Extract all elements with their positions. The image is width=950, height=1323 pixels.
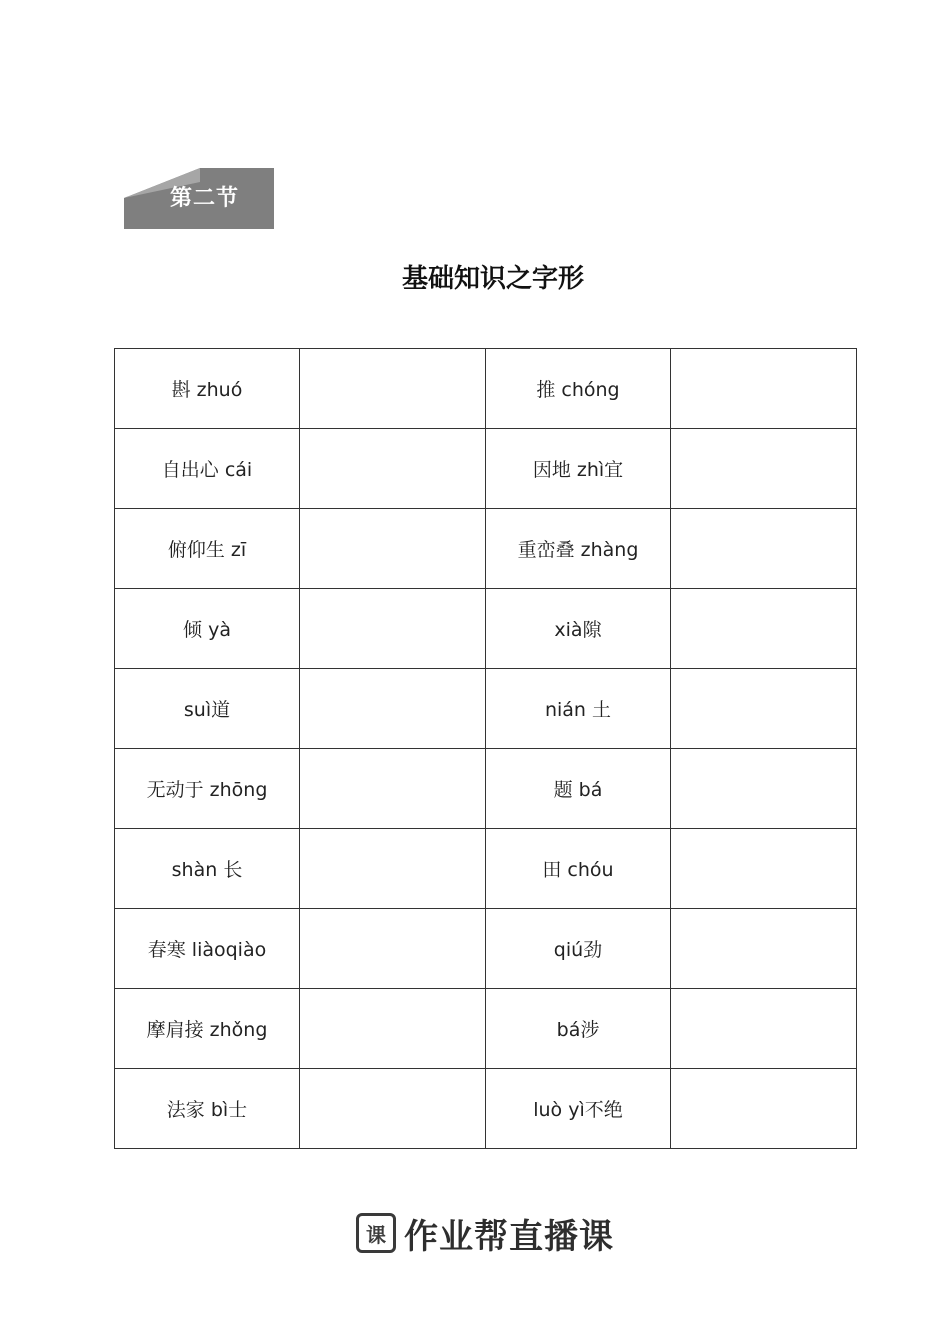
prompt-cell: 法家 bì士 bbox=[115, 1069, 300, 1149]
answer-cell[interactable] bbox=[300, 909, 486, 989]
table-row bbox=[115, 829, 857, 909]
answer-cell[interactable] bbox=[300, 429, 486, 509]
section-badge bbox=[124, 168, 274, 229]
answer-cell[interactable] bbox=[671, 989, 857, 1069]
answer-cell[interactable] bbox=[300, 829, 486, 909]
prompt-cell: 摩肩接 zhǒng bbox=[115, 989, 300, 1069]
prompt-cell: 春寒 liàoqiào bbox=[115, 909, 300, 989]
table-row bbox=[115, 1069, 857, 1149]
answer-cell[interactable] bbox=[300, 669, 486, 749]
prompt-cell: luò yì不绝 bbox=[486, 1069, 671, 1149]
table-row bbox=[115, 909, 857, 989]
prompt-cell: 自出心 cái bbox=[115, 429, 300, 509]
prompt-cell: xià隙 bbox=[486, 589, 671, 669]
answer-cell[interactable] bbox=[671, 1069, 857, 1149]
answer-cell[interactable] bbox=[671, 909, 857, 989]
prompt-cell: 无动于 zhōng bbox=[115, 749, 300, 829]
table-row bbox=[115, 989, 857, 1069]
answer-cell[interactable] bbox=[671, 749, 857, 829]
prompt-cell: bá涉 bbox=[486, 989, 671, 1069]
prompt-cell: nián 土 bbox=[486, 669, 671, 749]
prompt-cell: 俯仰生 zī bbox=[115, 509, 300, 589]
answer-cell[interactable] bbox=[671, 669, 857, 749]
table-row bbox=[115, 509, 857, 589]
answer-cell[interactable] bbox=[671, 349, 857, 429]
page-title: 基础知识之字形 bbox=[401, 264, 584, 294]
answer-cell[interactable] bbox=[300, 1069, 486, 1149]
table-row bbox=[115, 669, 857, 749]
answer-cell[interactable] bbox=[300, 509, 486, 589]
prompt-cell: 题 bá bbox=[486, 749, 671, 829]
answer-cell[interactable] bbox=[671, 829, 857, 909]
section-label: 第二节 bbox=[170, 186, 240, 211]
prompt-cell: shàn 长 bbox=[115, 829, 300, 909]
prompt-cell: 斟 zhuó bbox=[115, 349, 300, 429]
table-row bbox=[115, 429, 857, 509]
table-row bbox=[115, 749, 857, 829]
answer-cell[interactable] bbox=[671, 429, 857, 509]
answer-cell[interactable] bbox=[671, 589, 857, 669]
answer-cell[interactable] bbox=[300, 989, 486, 1069]
prompt-cell: 推 chóng bbox=[486, 349, 671, 429]
prompt-cell: 因地 zhì宜 bbox=[486, 429, 671, 509]
answer-cell[interactable] bbox=[300, 349, 486, 429]
prompt-cell: 重峦叠 zhàng bbox=[486, 509, 671, 589]
footer-logo bbox=[356, 1210, 614, 1256]
prompt-cell: qiú劲 bbox=[486, 909, 671, 989]
prompt-cell: 田 chóu bbox=[486, 829, 671, 909]
brand-name: 作业帮直播课 bbox=[404, 1216, 614, 1257]
logo-mark: 课 bbox=[356, 1213, 396, 1253]
vocabulary-table bbox=[114, 348, 857, 1149]
answer-cell[interactable] bbox=[300, 749, 486, 829]
table-row bbox=[115, 589, 857, 669]
prompt-cell: suì道 bbox=[115, 669, 300, 749]
answer-cell[interactable] bbox=[671, 509, 857, 589]
table-row bbox=[115, 349, 857, 429]
prompt-cell: 倾 yà bbox=[115, 589, 300, 669]
answer-cell[interactable] bbox=[300, 589, 486, 669]
